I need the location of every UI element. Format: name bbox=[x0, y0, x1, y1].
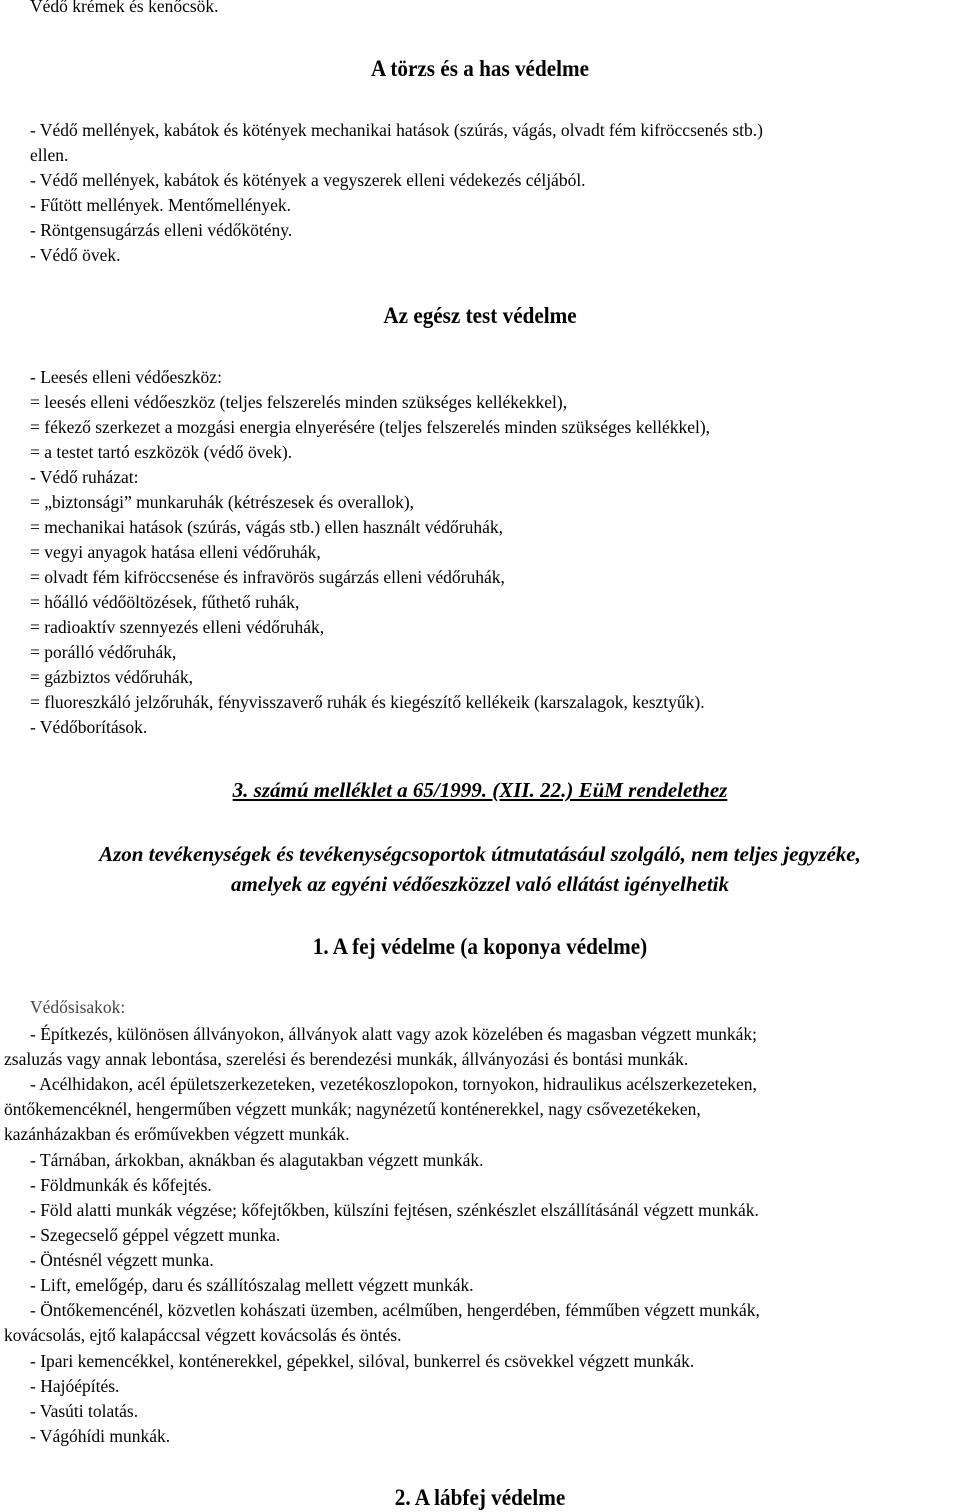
top-line: Védő krémek és kenőcsök. bbox=[30, 0, 219, 16]
fej-line: - Ipari kemencékkel, konténerekkel, gépekkel, silóval, bunkerrel és csövekkel végzett munkák. bbox=[30, 1351, 695, 1371]
torzs-line: ellen. bbox=[30, 145, 69, 165]
annex-subtitle-1: Azon tevékenységek és tevékenységcsoportok útmutatásául szolgáló, nem teljes jegyzéke, bbox=[99, 842, 861, 866]
fej-line: öntőkemencéknél, hengerműben végzett munkák; nagynézetű konténerekkel, nagy csővezetékeken, bbox=[4, 1099, 701, 1119]
fej-line: - Öntésnél végzett munka. bbox=[30, 1250, 214, 1270]
egesz-line: - Védő ruházat: bbox=[30, 467, 139, 487]
fej-line: - Földmunkák és kőfejtés. bbox=[30, 1175, 212, 1195]
fej-line: kazánházakban és erőművekben végzett munkák. bbox=[4, 1124, 350, 1144]
fej-line: - Föld alatti munkák végzése; kőfejtőkben, külszíni fejtésen, szénkészlet elszállításánál végzett munkák. bbox=[30, 1200, 759, 1220]
section-egesz-title: Az egész test védelme bbox=[383, 303, 577, 328]
egesz-line: = fékező szerkezet a mozgási energia elnyerésére (teljes felszerelés minden szükséges kellékkel), bbox=[30, 417, 711, 437]
egesz-line: = radioaktív szennyezés elleni védőruhák, bbox=[30, 617, 325, 637]
egesz-line: = leesés elleni védőeszköz (teljes felszerelés minden szükséges kellékekkel), bbox=[30, 392, 568, 412]
egesz-line: = porálló védőruhák, bbox=[30, 642, 177, 662]
egesz-line: = hőálló védőöltözések, fűthető ruhák, bbox=[30, 592, 300, 612]
fej-line: - Szegecselő géppel végzett munka. bbox=[30, 1225, 281, 1245]
torzs-line: - Védő mellények, kabátok és kötények mechanikai hatások (szúrás, vágás, olvadt fém kifröccsenés stb.) bbox=[30, 120, 763, 140]
fej-line: - Öntőkemencénél, közvetlen kohászati üzemben, acélműben, hengerdében, fémműben végzett munkák, bbox=[30, 1300, 760, 1320]
section-fej-label: Védősisakok: bbox=[30, 997, 126, 1017]
torzs-line: - Röntgensugárzás elleni védőkötény. bbox=[30, 220, 293, 240]
fej-line: - Tárnában, árkokban, aknákban és alagutakban végzett munkák. bbox=[30, 1150, 484, 1170]
section-torzs-title: A törzs és a has védelme bbox=[370, 56, 590, 81]
egesz-line: = „biztonsági” munkaruhák (kétrészesek és overallok), bbox=[30, 492, 415, 512]
fej-line: - Vágóhídi munkák. bbox=[30, 1426, 171, 1446]
torzs-line: - Fűtött mellények. Mentőmellények. bbox=[30, 195, 291, 215]
annex-title: 3. számú melléklet a 65/1999. (XII. 22.) EüM rendelethez bbox=[232, 778, 728, 802]
fej-line: - Vasúti tolatás. bbox=[30, 1401, 139, 1421]
egesz-line: = fluoreszkáló jelzőruhák, fényvisszaverő ruhák és kiegészítő kellékeik (karszalagok, kesztyűk). bbox=[30, 692, 705, 712]
section-labfej-title: 2. A lábfej védelme bbox=[394, 1485, 566, 1510]
annex-subtitle-2: amelyek az egyéni védőeszközzel való ellátást igényelhetik bbox=[230, 872, 730, 896]
egesz-line: - Védőborítások. bbox=[30, 717, 148, 737]
torzs-line: - Védő övek. bbox=[30, 245, 121, 265]
torzs-line: - Védő mellények, kabátok és kötények a vegyszerek elleni védekezés céljából. bbox=[30, 170, 586, 190]
fej-line: kovácsolás, ejtő kalapáccsal végzett kovácsolás és öntés. bbox=[4, 1325, 402, 1345]
egesz-line: = mechanikai hatások (szúrás, vágás stb.) ellen használt védőruhák, bbox=[30, 517, 503, 537]
fej-line: zsaluzás vagy annak lebontása, szerelési és berendezési munkák, állványozási és bontási munkák. bbox=[4, 1049, 689, 1069]
egesz-line: = gázbiztos védőruhák, bbox=[30, 667, 193, 687]
section-fej-title: 1. A fej védelme (a koponya védelme) bbox=[312, 934, 648, 959]
fej-line: - Hajóépítés. bbox=[30, 1376, 120, 1396]
fej-line: - Lift, emelőgép, daru és szállítószalag mellett végzett munkák. bbox=[30, 1275, 474, 1295]
fej-line: - Acélhidakon, acél épületszerkezeteken, vezetékoszlopokon, tornyokon, hidraulikus acélszerkezeteken, bbox=[30, 1074, 757, 1094]
egesz-line: = vegyi anyagok hatása elleni védőruhák, bbox=[30, 542, 321, 562]
fej-line: - Építkezés, különösen állványokon, állványok alatt vagy azok közelében és magasban végzett munkák; bbox=[30, 1024, 757, 1044]
egesz-line: = a testet tartó eszközök (védő övek). bbox=[30, 442, 293, 462]
egesz-line: - Leesés elleni védőeszköz: bbox=[30, 367, 222, 387]
egesz-line: = olvadt fém kifröccsenése és infravörös sugárzás elleni védőruhák, bbox=[30, 567, 505, 587]
